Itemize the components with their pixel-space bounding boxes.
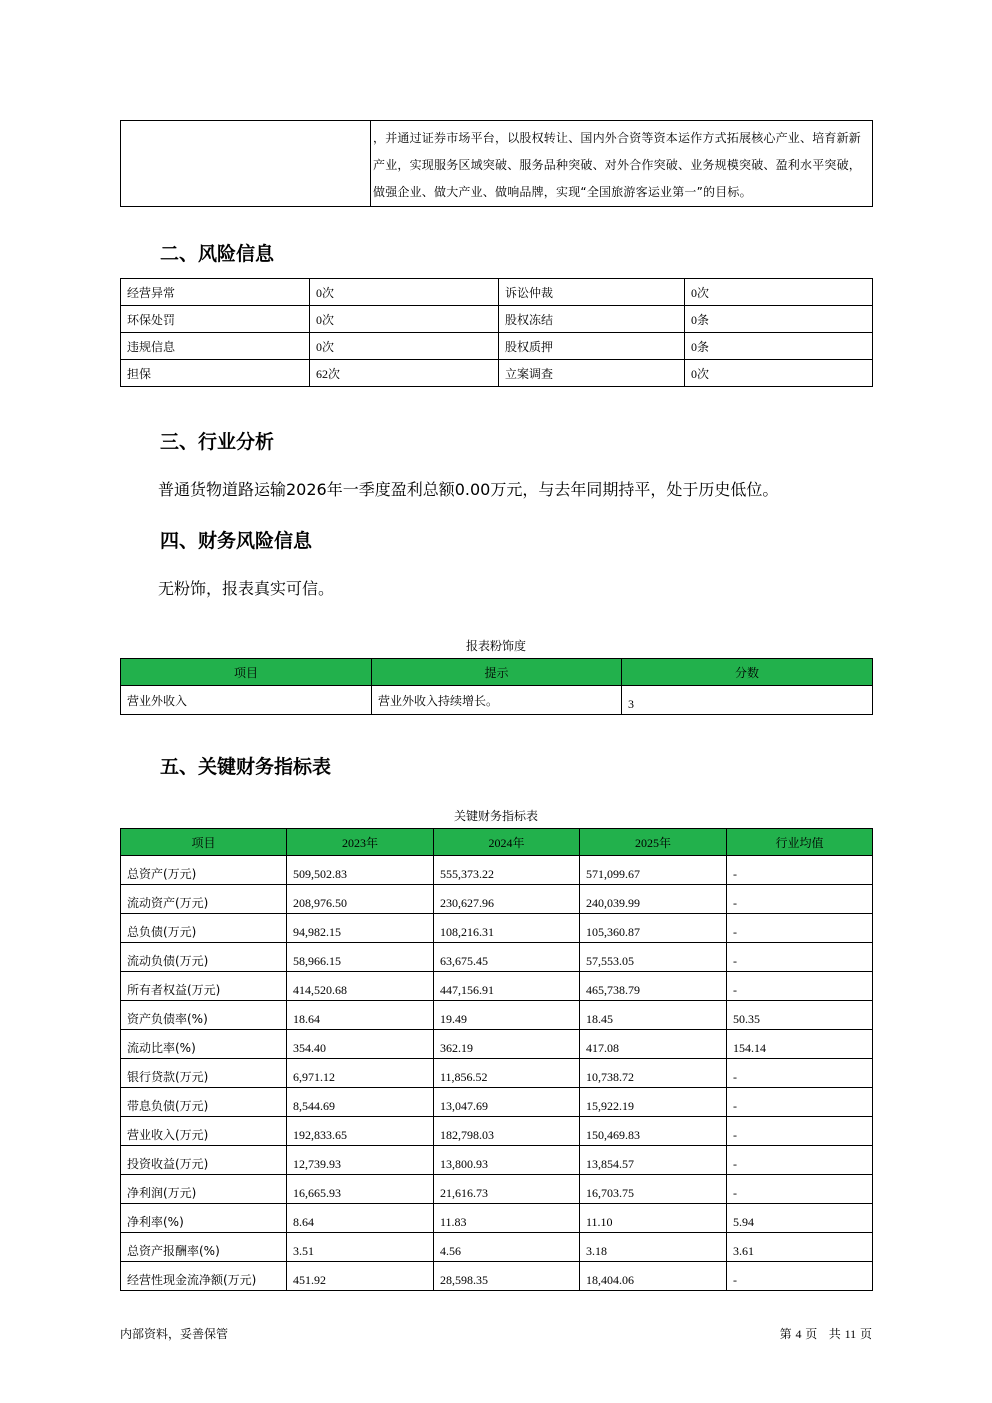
section-heading-industry: 三、行业分析: [160, 431, 275, 453]
table-caption: 关键财务指标表: [453, 809, 538, 823]
table-row: [121, 1204, 873, 1233]
page-label: 第: [779, 1327, 792, 1341]
intro-table: [120, 120, 873, 207]
indicator-value-cell: 94,982.15: [287, 914, 434, 943]
column-header: 行业均值: [727, 829, 873, 856]
indicator-name-cell: 投资收益(万元): [121, 1146, 287, 1175]
key-indicators-table: [120, 828, 873, 1291]
indicator-value-cell: 105,360.87: [580, 914, 727, 943]
total-unit: 页: [859, 1327, 872, 1341]
table-row: [121, 121, 873, 207]
table-row: [121, 333, 873, 360]
footer-confidential: 内部资料，妥善保管: [120, 1327, 229, 1341]
page-unit: 页: [805, 1327, 818, 1341]
indicator-value-cell: 13,854.57: [580, 1146, 727, 1175]
hint-cell: 营业外收入持续增长。: [372, 686, 622, 715]
indicator-value-cell: 5.94: [727, 1204, 873, 1233]
risk-label: 违规信息: [121, 333, 310, 360]
indicator-value-cell: 63,675.45: [434, 943, 580, 972]
indicator-value-cell: -: [727, 1175, 873, 1204]
indicator-value-cell: 362.19: [434, 1030, 580, 1059]
indicator-value-cell: 18.45: [580, 1001, 727, 1030]
indicator-value-cell: 8.64: [287, 1204, 434, 1233]
intro-left-cell: [121, 121, 371, 207]
indicator-value-cell: 19.49: [434, 1001, 580, 1030]
indicator-value-cell: 16,665.93: [287, 1175, 434, 1204]
risk-value: 62次: [310, 360, 499, 387]
table-row: [121, 1001, 873, 1030]
risk-value: 0条: [685, 333, 873, 360]
risk-value: 0次: [310, 306, 499, 333]
indicator-value-cell: 58,966.15: [287, 943, 434, 972]
indicator-value-cell: 555,373.22: [434, 856, 580, 885]
table-row: [121, 914, 873, 943]
column-header: 2024年: [434, 829, 580, 856]
indicator-name-cell: 总负债(万元): [121, 914, 287, 943]
risk-label: 诉讼仲裁: [499, 279, 685, 306]
indicator-value-cell: 11,856.52: [434, 1059, 580, 1088]
risk-value: 0条: [685, 306, 873, 333]
indicator-name-cell: 所有者权益(万元): [121, 972, 287, 1001]
indicator-name-cell: 净利率(%): [121, 1204, 287, 1233]
indicator-value-cell: -: [727, 1146, 873, 1175]
industry-analysis-text: 普通货物道路运输2026年一季度盈利总额0.00万元，与去年同期持平，处于历史低位。: [158, 480, 779, 499]
indicator-value-cell: 50.35: [727, 1001, 873, 1030]
indicator-name-cell: 净利润(万元): [121, 1175, 287, 1204]
column-header: 2025年: [580, 829, 727, 856]
indicator-value-cell: 21,616.73: [434, 1175, 580, 1204]
page-current: 4: [795, 1327, 802, 1341]
indicator-value-cell: 571,099.67: [580, 856, 727, 885]
risk-label: 环保处罚: [121, 306, 310, 333]
table-row: [121, 686, 873, 715]
table-row: [121, 360, 873, 387]
indicator-value-cell: 28,598.35: [434, 1262, 580, 1291]
indicator-value-cell: 150,469.83: [580, 1117, 727, 1146]
indicator-value-cell: 18,404.06: [580, 1262, 727, 1291]
indicator-value-cell: 3.18: [580, 1233, 727, 1262]
table-row: [121, 1175, 873, 1204]
indicator-value-cell: 108,216.31: [434, 914, 580, 943]
indicator-value-cell: -: [727, 1059, 873, 1088]
indicator-value-cell: 57,553.05: [580, 943, 727, 972]
table-row: [121, 1030, 873, 1059]
risk-label: 股权质押: [499, 333, 685, 360]
indicator-value-cell: -: [727, 1088, 873, 1117]
column-header: 提示: [372, 659, 622, 686]
indicator-value-cell: -: [727, 1117, 873, 1146]
indicator-value-cell: -: [727, 914, 873, 943]
risk-label: 经营异常: [121, 279, 310, 306]
indicator-value-cell: 465,738.79: [580, 972, 727, 1001]
financial-risk-text: 无粉饰，报表真实可信。: [158, 579, 335, 598]
key-indicators-body: [121, 856, 873, 1291]
risk-value: 0次: [310, 279, 499, 306]
indicator-name-cell: 资产负债率(%): [121, 1001, 287, 1030]
indicator-name-cell: 总资产报酬率(%): [121, 1233, 287, 1262]
whitewash-table: [120, 658, 873, 715]
indicator-value-cell: 414,520.68: [287, 972, 434, 1001]
table-header-row: [121, 829, 873, 856]
page-total: 11: [844, 1327, 857, 1341]
total-label: 共: [828, 1327, 841, 1341]
table-row: [121, 856, 873, 885]
indicator-name-cell: 总资产(万元): [121, 856, 287, 885]
indicator-value-cell: 18.64: [287, 1001, 434, 1030]
indicator-value-cell: 3.61: [727, 1233, 873, 1262]
risk-value: 0次: [685, 279, 873, 306]
table-row: [121, 943, 873, 972]
indicator-name-cell: 银行贷款(万元): [121, 1059, 287, 1088]
risk-label: 立案调查: [499, 360, 685, 387]
risk-value: 0次: [310, 333, 499, 360]
indicator-value-cell: -: [727, 943, 873, 972]
column-header: 项目: [121, 659, 372, 686]
score-cell: 3: [622, 686, 873, 715]
risk-label: 股权冻结: [499, 306, 685, 333]
table-header-row: [121, 659, 873, 686]
column-header: 分数: [622, 659, 873, 686]
indicator-value-cell: 13,800.93: [434, 1146, 580, 1175]
indicator-value-cell: 240,039.99: [580, 885, 727, 914]
indicator-value-cell: 6,971.12: [287, 1059, 434, 1088]
table-row: [121, 1059, 873, 1088]
column-header: 项目: [121, 829, 287, 856]
indicator-value-cell: 4.56: [434, 1233, 580, 1262]
indicator-name-cell: 流动比率(%): [121, 1030, 287, 1059]
indicator-value-cell: 13,047.69: [434, 1088, 580, 1117]
indicator-name-cell: 流动资产(万元): [121, 885, 287, 914]
section-heading-risk: 二、风险信息: [160, 243, 275, 265]
indicator-value-cell: 447,156.91: [434, 972, 580, 1001]
indicator-value-cell: 8,544.69: [287, 1088, 434, 1117]
indicator-value-cell: 417.08: [580, 1030, 727, 1059]
indicator-value-cell: 10,738.72: [580, 1059, 727, 1088]
table-row: [121, 1262, 873, 1291]
table-row: [121, 279, 873, 306]
indicator-value-cell: 11.83: [434, 1204, 580, 1233]
indicator-name-cell: 经营性现金流净额(万元): [121, 1262, 287, 1291]
indicator-value-cell: 182,798.03: [434, 1117, 580, 1146]
risk-value: 0次: [685, 360, 873, 387]
risk-label: 担保: [121, 360, 310, 387]
column-header: 2023年: [287, 829, 434, 856]
indicator-value-cell: 230,627.96: [434, 885, 580, 914]
indicator-name-cell: 营业收入(万元): [121, 1117, 287, 1146]
item-cell: 营业外收入: [121, 686, 372, 715]
indicator-value-cell: 354.40: [287, 1030, 434, 1059]
table-row: [121, 885, 873, 914]
indicator-value-cell: 12,739.93: [287, 1146, 434, 1175]
indicator-value-cell: -: [727, 856, 873, 885]
indicator-value-cell: 11.10: [580, 1204, 727, 1233]
indicator-value-cell: 208,976.50: [287, 885, 434, 914]
indicator-value-cell: 192,833.65: [287, 1117, 434, 1146]
indicator-value-cell: 509,502.83: [287, 856, 434, 885]
section-heading-key-indicators: 五、关键财务指标表: [160, 756, 332, 778]
section-heading-financial-risk: 四、财务风险信息: [160, 530, 313, 552]
page-number: [780, 1325, 872, 1342]
indicator-value-cell: -: [727, 885, 873, 914]
risk-table: [120, 278, 873, 387]
table-row: [121, 1088, 873, 1117]
table-row: [121, 972, 873, 1001]
indicator-value-cell: 3.51: [287, 1233, 434, 1262]
table-row: [121, 306, 873, 333]
table-row: [121, 1233, 873, 1262]
intro-text: ，并通过证券市场平台，以股权转让、国内外合资等资本运作方式拓展核心产业、培育新新产业，实现服务区域突破、服务品种突破、对外合作突破、业务规模突破、盈利水平突破，做强企业、做大产业、做响品牌，实现“全国旅游客运业第一”的目标。: [371, 121, 873, 207]
table-caption: 报表粉饰度: [465, 639, 526, 653]
indicator-value-cell: 451.92: [287, 1262, 434, 1291]
indicator-name-cell: 流动负债(万元): [121, 943, 287, 972]
indicator-value-cell: 16,703.75: [580, 1175, 727, 1204]
indicator-value-cell: 154.14: [727, 1030, 873, 1059]
table-row: [121, 1146, 873, 1175]
indicator-value-cell: -: [727, 972, 873, 1001]
indicator-value-cell: -: [727, 1262, 873, 1291]
indicator-name-cell: 带息负债(万元): [121, 1088, 287, 1117]
table-row: [121, 1117, 873, 1146]
indicator-value-cell: 15,922.19: [580, 1088, 727, 1117]
